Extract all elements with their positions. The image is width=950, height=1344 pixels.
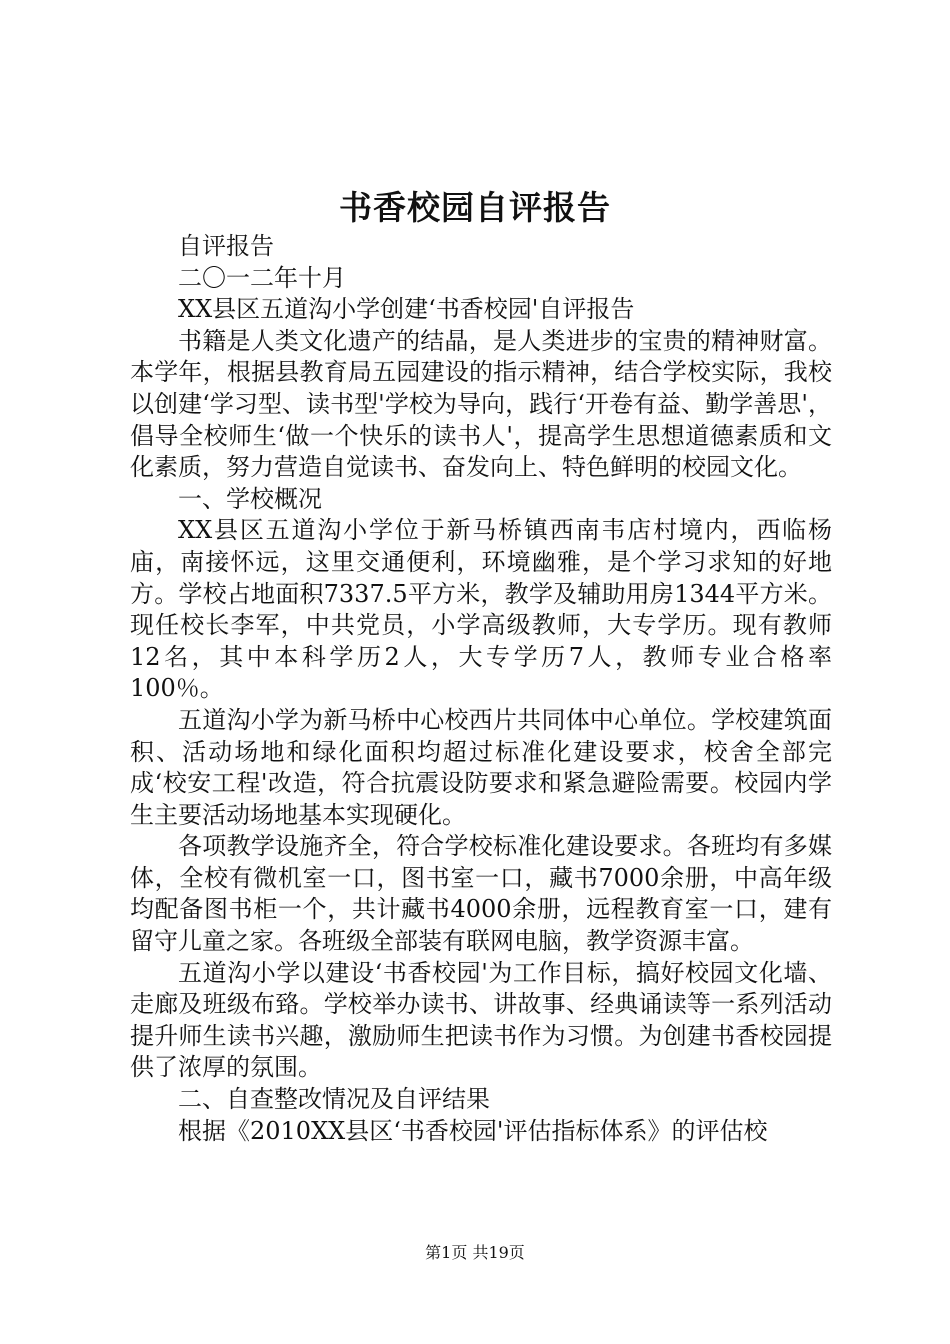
paragraph-intro: 书籍是人类文化遗产的结晶，是人类进步的宝贵的精神财富。本学年，根据县教育局五园建设的指示精神，结合学校实际，我校以创建‘学习型、读书型'学校为导向，践行‘开卷有益、勤学善思'，倡导全校师生‘做一个快乐的读书人'，提高学生思想道德素质和文化素质，努力营造自觉读书、奋发向上、特色鲜明的校园文化。 — [130, 326, 832, 482]
section-heading-self-check: 二、自查整改情况及自评结果 — [178, 1085, 490, 1114]
paragraph-reading-campus: 五道沟小学以建设‘书香校园'为工作目标，搞好校园文化墙、走廊及班级布臵。学校举办读书、讲故事、经典诵读等一系列活动提升师生读书兴趣，激励师生把读书作为习惯。为创建书香校园提供了浓厚的氛围。 — [130, 958, 832, 1082]
paragraph-evaluation: 根据《2010XX县区‘书香校园'评估指标体系》的评估校 — [178, 1116, 768, 1145]
paragraph-subtitle: 自评报告 — [178, 232, 274, 260]
page-number: 第1页 共19页 — [425, 1243, 525, 1262]
paragraph-school-facilities: 五道沟小学为新马桥中心校西片共同体中心单位。学校建筑面积、活动场地和绿化面积均超过标准化建设要求，校舍全部完成‘校安工程'改造，符合抗震设防要求和紧急避险需要。校园内学生主要活动场地基本实现硬化。 — [130, 705, 832, 829]
document-title: 书香校园自评报告 — [339, 188, 611, 227]
paragraph-date: 二〇一二年十月 — [178, 263, 346, 292]
paragraph-teaching-equipment: 各项教学设施齐全，符合学校标准化建设要求。各班均有多媒体，全校有微机室一口，图书室一口，藏书7000余册，中高年级均配备图书柜一个，共计藏书4000余册，远程教育室一口，建有留守儿童之家。各班级全部装有联网电脑，教学资源丰富。 — [130, 832, 832, 956]
paragraph-school-location: XX县区五道沟小学位于新马桥镇西南韦店村境内，西临杨庙，南接怀远，这里交通便利，环境幽雅，是个学习求知的好地方。学校占地面积7337.5平方米，教学及辅助用房1344平方米。现任校长李军，中共党员，小学高级教师，大专学历。现有教师12名，其中本科学历2人，大专学历7人，教师专业合格率100％。 — [130, 516, 832, 703]
document-body — [130, 231, 832, 1147]
paragraph-report-heading: XX县区五道沟小学创建‘书香校园'自评报告 — [178, 295, 635, 324]
section-heading-overview: 一、学校概况 — [178, 484, 322, 513]
